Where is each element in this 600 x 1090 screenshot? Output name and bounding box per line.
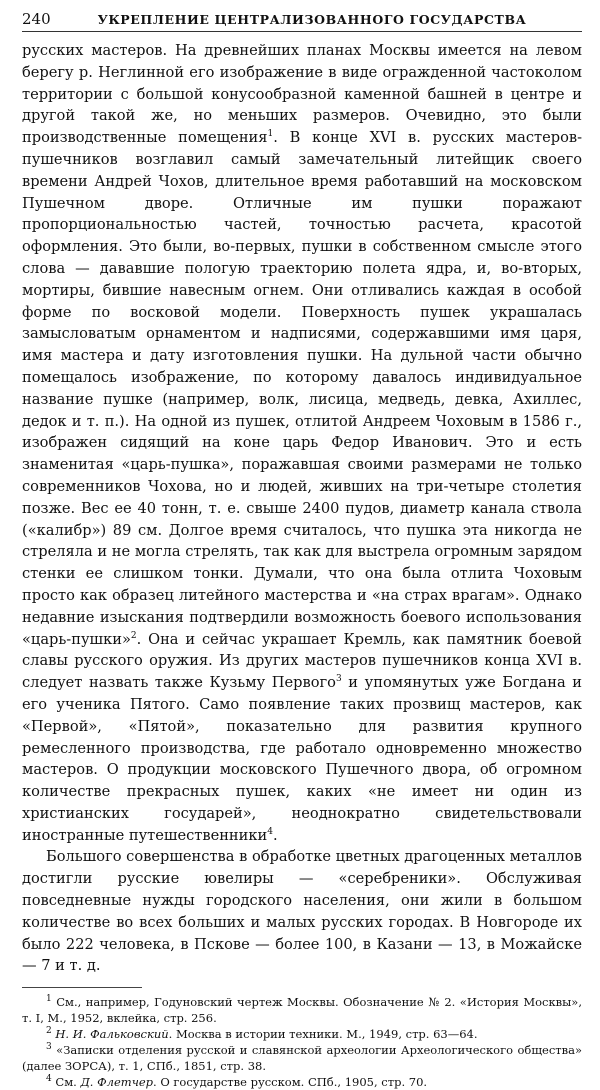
page-number: 240 — [22, 10, 51, 28]
footnote-2-number: 2 — [46, 1026, 52, 1037]
footnote-2 — [22, 1026, 582, 1042]
footnote-ref-2: 2 — [130, 630, 137, 641]
footnote-ref-4: 4 — [267, 826, 273, 837]
footnote-4-text: . О государстве русском. СПб., 1905, стр. 70. — [153, 1075, 428, 1090]
footnote-2-author: Н. И. Фальковский — [55, 1027, 169, 1042]
footnote-3 — [22, 1042, 582, 1074]
footnote-1 — [22, 994, 582, 1026]
footnote-2-text: . Москва в истории техники. М., 1949, стр. 63—64. — [168, 1027, 478, 1042]
footnote-3-number: 3 — [46, 1042, 52, 1053]
footnotes — [22, 994, 582, 1090]
footnote-divider — [22, 987, 142, 988]
footnote-4 — [22, 1074, 582, 1090]
footnote-4-prefix: См. — [51, 1075, 81, 1090]
footnote-4-author: Д. Флетчер — [80, 1075, 154, 1090]
paragraph-1-part-e: . — [272, 826, 278, 844]
footnote-1-text: См., например, Годуновский чертеж Москвы. Обозначение № 2. «История Москвы», т. I, М., 1952, вклейка, стр. 256. — [22, 995, 582, 1026]
footnote-4-number: 4 — [46, 1074, 52, 1085]
paragraph-1-part-b: . В конце XVI в. русских мастеров-пушечников возглавил самый замечательный литейщик своего времени Андрей Чохов, длительное время работавший на московском Пушечном дворе. Отличные им пушки поражают пропорциональностью частей, точностью расчета, красотой оформления. Это были, во-первых, пушки в собственном смысле этого слова — дававшие пологую траекторию полета ядра, и, во-вторых, мортиры, бившие навесным огнем. Они отливались каждая в особой форме по восковой модели. Поверхность пушек украшалась замысловатым орнаментом и надписями, содержавшими имя царя, имя мастера и дату изготовления пушки. На дульной части обычно помещалось изображение, по которому давалось индивидуальное название пушке (например, волк, лисица, медведь, девка, Ахиллес, дедок и т. п.). На одной из пушек, отлитой Андреем Чоховым в 1586 г., изображен сидящий на коне царь Федор Иванович. Это и есть знаменитая «царь-пушка», поражавшая своими размерами не только современников Чохова, но и людей, живших на три-четыре столетия позже. Вес ее 40 тонн, т. е. свыше 2400 пудов, диаметр канала ствола («калибр») 89 см. Долгое время считалось, что пушка эта никогда не стреляла и не могла стрелять, так как для выстрела огромным зарядом стенки ее слишком тонки. Думали, что она была отлита Чоховым просто как образец литейного мастерства и «на страх врагам». Однако недавние изыскания подтвердили возможность боевого использования «царь-пушки» — [22, 129, 583, 648]
footnote-1-number: 1 — [46, 994, 52, 1005]
paragraph-2: Большого совершенства в обработке цветных драгоценных металлов достигли русские ювелиры — «серебреники». Обслуживая повседневные нужды городского населения, они жили в большом количестве во всех больших и малых русских городах. В Новгороде их было 222 человека, в Пскове — более 100, в Казани — 13, в Можайске — 7 и т. д. — [22, 848, 582, 975]
paragraph-1 — [22, 40, 582, 846]
page-header — [22, 0, 582, 32]
footnote-ref-3: 3 — [335, 674, 342, 685]
running-title: УКРЕПЛЕНИЕ ЦЕНТРАЛИЗОВАННОГО ГОСУДАРСТВА — [97, 12, 527, 27]
paragraph-1-part-d: и упомянутых уже Богдана и его ученика Пятого. Само появление таких прозвищ мастеров, как «Первой», «Пятой», показательно для развития крупного ремесленного производства, где работало одновременно множество мастеров. О продукции московского Пушечного двора, об огромном количестве прекрасных пушек, каких «не имеет ни один из христианских государей», неоднократно свидетельствовали иностранные путешественники — [22, 674, 582, 844]
footnote-3-text: «Записки отделения русской и славянской археологии Археологического общества» (далее ЗОРСА), т. 1, СПб., 1851, стр. 38. — [22, 1043, 582, 1074]
main-text — [22, 40, 582, 977]
footnote-ref-1: 1 — [267, 129, 274, 140]
paragraph-1-part-a: русских мастеров. На древнейших планах Москвы имеется на левом берегу р. Неглинной его изображение в виде огражденной частоколом территории с большой конусообразной каменной башней в центре и другой такой же, но меньших размеров. Очевидно, это были производственные помещения — [22, 42, 582, 147]
paragraph-1-part-c: . Она и сейчас украшает Кремль, как памятник боевой славы русского оружия. Из других мастеров пушечников конца XVI в. следует назвать также Кузьму Первого — [22, 630, 582, 692]
